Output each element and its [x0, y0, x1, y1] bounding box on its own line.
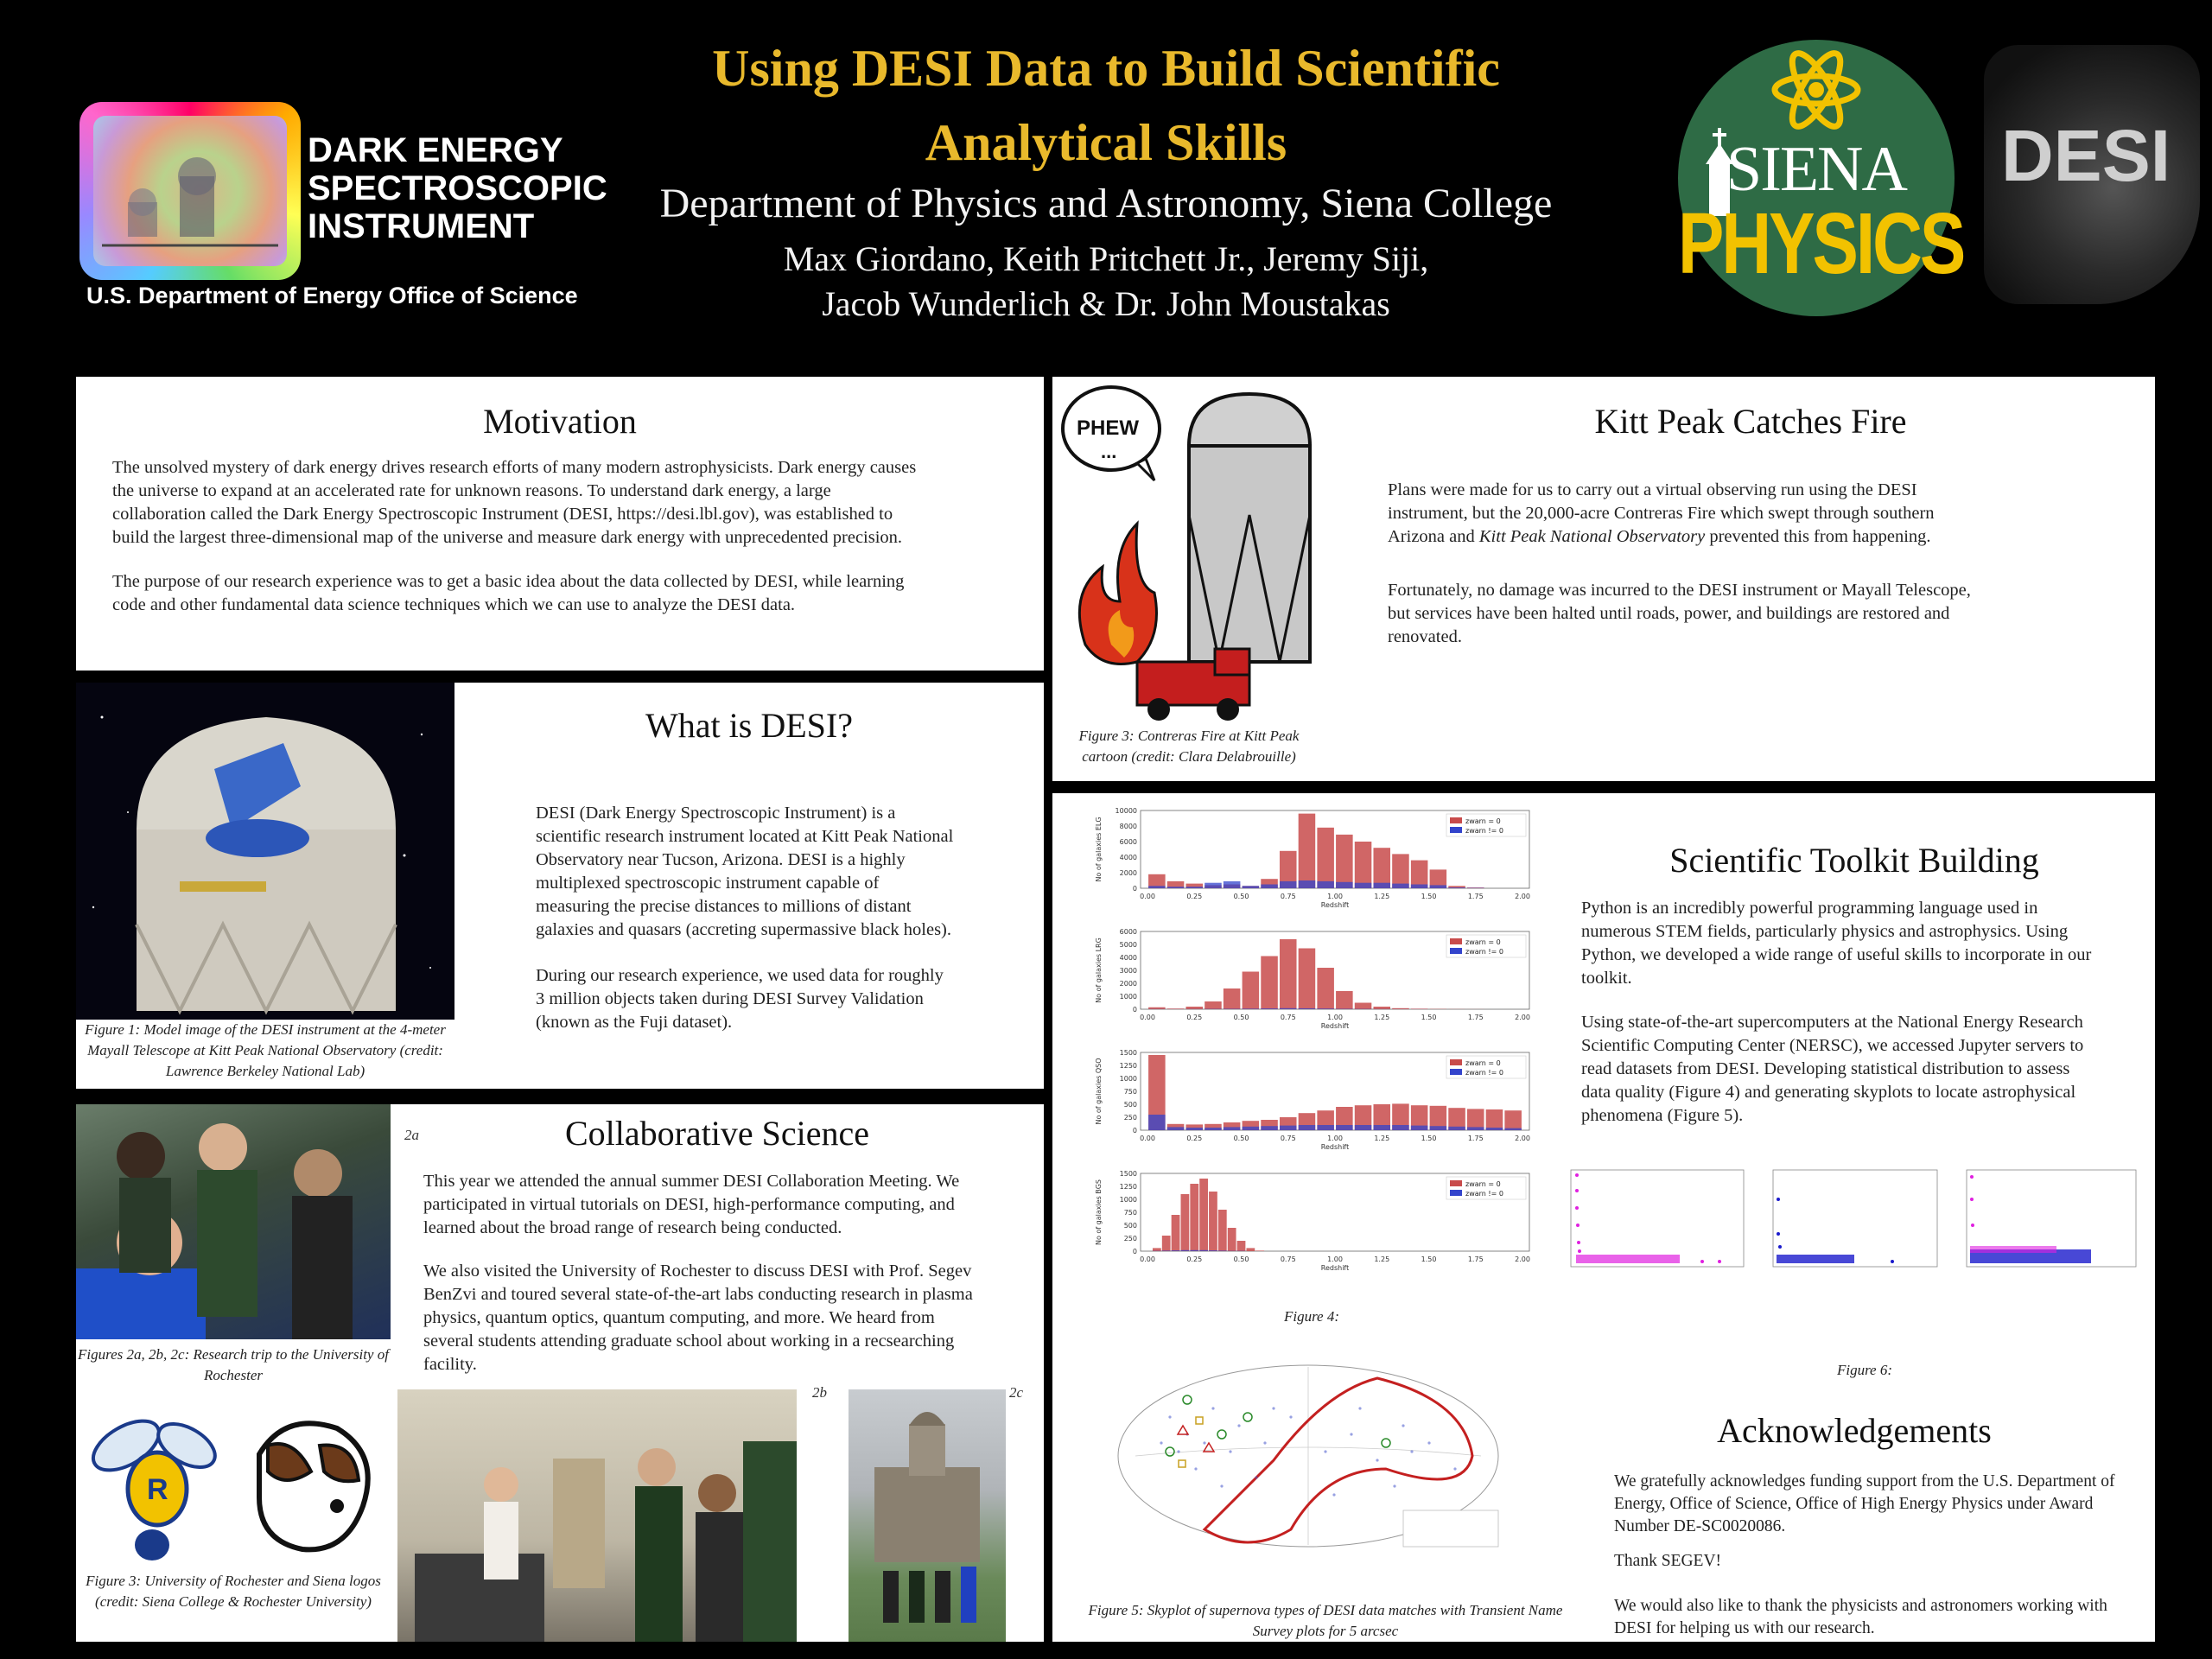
hist-bar — [1167, 887, 1185, 888]
x-tick-label: 1.75 — [1467, 1255, 1484, 1263]
hist-bar — [1162, 1250, 1171, 1251]
x-axis-label: Redshift — [1320, 1143, 1350, 1151]
legend-swatch — [1450, 938, 1462, 944]
kitt-peak-heading: Kitt Peak Catches Fire — [1594, 402, 1907, 441]
hist-bar — [1209, 1250, 1217, 1251]
hist-bar — [1467, 1127, 1484, 1130]
y-tick-label: 4000 — [1119, 854, 1137, 861]
hist-bar — [1411, 861, 1428, 888]
legend-swatch — [1450, 1180, 1462, 1186]
hist-bar — [1205, 883, 1222, 888]
hist-bar — [1373, 1125, 1390, 1130]
doe-office: U.S. Department of Energy Office of Science — [86, 283, 578, 308]
lab-photo — [397, 1389, 797, 1642]
collaborative-science-heading: Collaborative Science — [564, 1114, 870, 1153]
hist-bar — [1448, 887, 1465, 888]
desi-wordmark: DESI — [2001, 115, 2171, 196]
hist-bar — [1504, 1110, 1522, 1130]
hist-bar — [1153, 1248, 1161, 1251]
legend-label: zwarn = 0 — [1465, 817, 1501, 825]
y-tick-label: 6000 — [1119, 928, 1137, 936]
hist-bar — [1243, 972, 1260, 1010]
y-tick-label: 1500 — [1119, 1170, 1137, 1178]
hist-bar — [1224, 988, 1241, 1009]
figure-2-caption: Figures 2a, 2b, 2c: Research trip to the University of Rochester — [78, 1346, 389, 1383]
legend-swatch — [1450, 1190, 1462, 1196]
x-tick-label: 0.75 — [1280, 1255, 1296, 1263]
x-tick-label: 2.00 — [1515, 1135, 1530, 1142]
svg-text:R: R — [147, 1473, 168, 1506]
x-tick-label: 0.00 — [1140, 1255, 1155, 1263]
x-axis-label: Redshift — [1320, 901, 1350, 909]
dome-illustration — [76, 683, 454, 1020]
legend-swatch — [1450, 948, 1462, 954]
x-tick-label: 0.75 — [1280, 1014, 1296, 1021]
hist-bar — [1317, 828, 1334, 888]
hist-bar — [1486, 1128, 1503, 1130]
hist-bar — [1209, 1192, 1217, 1251]
y-tick-label: 0 — [1132, 885, 1137, 893]
what-is-desi-panel — [76, 683, 1044, 1089]
tag-2c: 2c — [1009, 1384, 1024, 1401]
motivation-para-1: The unsolved mystery of dark energy drives research efforts of many modern astrophysicists. Dark energy causes the universe to expand at an accelerated rate for unknown reasons. To understand dark energy, a large collaboration called the Dark Energy Spectroscopic Instrument (DESI, https://desi.lbl.gov), was established to build the largest three-dimensional map of the universe and measure dark energy with unprecedented precision. — [112, 458, 917, 547]
y-tick-label: 4000 — [1119, 954, 1137, 962]
hist-bar — [1355, 842, 1372, 888]
hist-bar — [1181, 1194, 1190, 1251]
y-tick-label: 1000 — [1119, 1196, 1137, 1204]
doe-logo-line-3: INSTRUMENT — [308, 207, 535, 245]
x-tick-label: 0.25 — [1186, 893, 1203, 900]
hist-bar — [1185, 887, 1203, 888]
siena-wordmark: SIENA — [1726, 134, 1906, 205]
x-axis-label: Redshift — [1320, 1264, 1350, 1272]
doe-logo-line-2: SPECTROSCOPIC — [308, 169, 607, 207]
hist-bar — [1392, 884, 1409, 888]
figure-3-caption-fire: Figure 3: Contreras Fire at Kitt Peak cartoon (credit: Clara Delabrouille) — [1078, 728, 1300, 765]
hist-bar — [1355, 1003, 1372, 1010]
toolkit-para-1: Python is an incredibly powerful programming language used in numerous STEM fields, particularly physics and astrophysics. Using Python, we developed a wide range of useful skills to incorporate in our toolkit. — [1581, 899, 2092, 988]
figure-2a-photo — [76, 1104, 391, 1339]
hist-bar — [1148, 1115, 1166, 1130]
y-tick-label: 250 — [1123, 1235, 1137, 1243]
histogram-panel-1 — [1095, 807, 1530, 909]
x-tick-label: 1.00 — [1327, 1255, 1343, 1263]
hist-bar — [1280, 1008, 1297, 1009]
y-axis-label: No of galaxies BGS — [1095, 1179, 1103, 1245]
desi-dome-image — [76, 683, 454, 1020]
bubble-text: PHEW — [1077, 416, 1139, 440]
siena-physics-logo — [1678, 40, 1964, 316]
figure-4-caption: Figure 4: — [1283, 1308, 1340, 1325]
hist-bar — [1185, 1128, 1203, 1130]
hist-bar — [1243, 1127, 1260, 1130]
histogram-panel-4 — [1095, 1170, 1530, 1272]
rush-rhees-library-photo — [849, 1389, 1006, 1642]
x-tick-label: 0.75 — [1280, 893, 1296, 900]
hist-bar — [1355, 1125, 1372, 1130]
legend-label: zwarn != 0 — [1465, 1190, 1503, 1198]
siena-mascot-logo — [233, 1402, 380, 1567]
scatter-svg — [1547, 1165, 2143, 1277]
kitt-peak-para-2: Fortunately, no damage was incurred to the DESI instrument or Mayall Telescope, but services have been halted until roads, power, and buildings are restored and renovated. — [1388, 581, 1971, 646]
x-tick-label: 0.00 — [1140, 893, 1155, 900]
x-tick-label: 1.75 — [1467, 893, 1484, 900]
hist-bar — [1467, 1109, 1484, 1130]
hist-bar — [1392, 1008, 1409, 1009]
y-axis-label: No of galaxies LRG — [1095, 938, 1103, 1003]
y-tick-label: 750 — [1123, 1209, 1137, 1217]
hist-bar — [1299, 880, 1316, 888]
rochester-logo — [83, 1402, 221, 1567]
y-tick-label: 1500 — [1119, 1049, 1137, 1057]
hist-bar — [1167, 1008, 1185, 1009]
skyplot-svg — [1101, 1357, 1516, 1555]
x-tick-label: 0.25 — [1186, 1135, 1203, 1142]
y-axis-label: No of galaxies ELG — [1095, 817, 1103, 882]
hist-bar — [1317, 968, 1334, 1009]
collab-para-1: This year we attended the annual summer DESI Collaboration Meeting. We participated in virtual tutorials on DESI, high-performance computing, and learned about the broad range of research being conducted. — [423, 1172, 960, 1237]
figure-5-skyplot — [1101, 1357, 1516, 1555]
ack-para-2: Thank SEGEV! — [1614, 1552, 1722, 1570]
hist-bar — [1218, 1210, 1227, 1251]
x-tick-label: 1.50 — [1421, 1255, 1437, 1263]
hist-bar — [1148, 1007, 1166, 1009]
hist-bar — [1246, 1248, 1255, 1251]
saint-bernard-icon — [233, 1402, 380, 1567]
legend-label: zwarn != 0 — [1465, 1069, 1503, 1077]
x-tick-label: 1.50 — [1421, 893, 1437, 900]
hist-bar — [1430, 1126, 1447, 1130]
hist-bar — [1448, 1127, 1465, 1130]
hist-bar — [1430, 885, 1447, 888]
poster-title — [588, 31, 1624, 180]
y-tick-label: 1000 — [1119, 1075, 1137, 1083]
legend-swatch — [1450, 1069, 1462, 1075]
tag-2b: 2b — [812, 1384, 827, 1401]
hist-bar — [1317, 1125, 1334, 1130]
y-tick-label: 500 — [1123, 1101, 1137, 1109]
figure-1-caption: Figure 1: Model image of the DESI instrument at the 4-meter Mayall Telescope at Kitt Peak National Observatory (credit: Lawrence Berkeley National Lab) — [85, 1021, 446, 1079]
scatter-panel-3 — [1967, 1170, 2136, 1267]
hist-bar — [1299, 949, 1316, 1010]
hist-bar — [1261, 885, 1278, 889]
doe-logo-line-1: DARK ENERGY — [308, 131, 563, 169]
acknowledgements-heading: Acknowledgements — [1717, 1411, 1992, 1450]
hist-bar — [1261, 1126, 1278, 1130]
x-tick-label: 1.25 — [1374, 893, 1390, 900]
hist-bar — [1355, 883, 1372, 888]
y-tick-label: 1250 — [1119, 1183, 1137, 1191]
hist-bar — [1411, 1126, 1428, 1130]
department: Department of Physics and Astronomy, Siena College — [659, 181, 1553, 226]
hist-bar — [1392, 854, 1409, 888]
x-tick-label: 1.00 — [1327, 1014, 1343, 1021]
x-tick-label: 1.25 — [1374, 1014, 1390, 1021]
y-tick-label: 500 — [1123, 1222, 1137, 1230]
hist-bar — [1392, 1125, 1409, 1130]
y-tick-label: 250 — [1123, 1114, 1137, 1122]
hist-bar — [1148, 886, 1166, 888]
hist-bar — [1299, 1125, 1316, 1130]
figure-4-histograms — [1092, 804, 1552, 1287]
hist-bar — [1243, 886, 1260, 888]
collaborative-science-panel — [76, 1104, 1044, 1642]
hist-bar — [1336, 882, 1353, 888]
desi-logo — [1984, 45, 2200, 304]
x-tick-label: 0.50 — [1233, 893, 1249, 900]
what-is-desi-para-2: During our research experience, we used data for roughly 3 million objects taken during DESI Survey Validation (known as the Fuji dataset). — [536, 966, 944, 1032]
hist-bar — [1224, 881, 1241, 888]
hist-bar — [1336, 835, 1353, 888]
x-tick-label: 2.00 — [1515, 1255, 1530, 1263]
y-axis-label: No of galaxies QSO — [1095, 1058, 1103, 1125]
hist-bar — [1261, 957, 1278, 1010]
y-tick-label: 3000 — [1119, 967, 1137, 975]
kitt-peak-para-1 — [1388, 479, 2148, 549]
histogram-svg — [1092, 804, 1552, 1287]
y-tick-label: 750 — [1123, 1088, 1137, 1096]
y-tick-label: 1000 — [1119, 993, 1137, 1001]
x-tick-label: 1.50 — [1421, 1014, 1437, 1021]
hist-bar — [1411, 885, 1428, 889]
y-tick-label: 2000 — [1119, 980, 1137, 988]
figure-3-caption-logos: Figure 3: University of Rochester and Siena logos (credit: Siena College & Rochester University) — [86, 1573, 381, 1610]
x-tick-label: 0.25 — [1186, 1255, 1203, 1263]
kitt-peak-para-1b: prevented this from happening. — [1705, 527, 1931, 546]
hist-bar — [1237, 1241, 1246, 1251]
x-tick-label: 2.00 — [1515, 1014, 1530, 1021]
hist-bar — [1336, 991, 1353, 1009]
x-tick-label: 0.50 — [1233, 1014, 1249, 1021]
x-tick-label: 1.00 — [1327, 893, 1343, 900]
what-is-desi-para-1: DESI (Dark Energy Spectroscopic Instrument) is a scientific research instrument located at Kitt Peak National Observatory near Tucson, Arizona. DESI is a highly multiplexed spectroscopic instrument capable of measuring the precise distances to millions of distant galaxies and quasars (accreting supermassive black holes). — [536, 804, 954, 939]
tag-2a: 2a — [404, 1127, 419, 1143]
hist-bar — [1181, 1250, 1190, 1251]
kitt-peak-panel — [1052, 377, 2155, 781]
x-tick-label: 0.00 — [1140, 1014, 1155, 1021]
desi-doe-logo — [79, 102, 301, 280]
ack-para-1: We gratefully acknowledges funding support from the U.S. Department of Energy, Office of Science, Office of High Energy Physics under Award Number DE-SC0020086. — [1614, 1472, 2115, 1535]
hist-bar — [1185, 1007, 1203, 1009]
x-tick-label: 1.25 — [1374, 1135, 1390, 1142]
title-line-2: Analytical Skills — [925, 114, 1287, 171]
authors-line-2: Jacob Wunderlich & Dr. John Moustakas — [822, 284, 1390, 323]
what-is-desi-heading: What is DESI? — [645, 706, 853, 745]
hist-bar — [1280, 881, 1297, 888]
hist-bar — [1167, 1127, 1185, 1130]
hist-bar — [1317, 1008, 1334, 1009]
y-tick-label: 2000 — [1119, 869, 1137, 877]
hist-bar — [1299, 1008, 1316, 1009]
toolkit-panel — [1052, 793, 2155, 1642]
group-photo — [76, 1104, 391, 1339]
legend-label: zwarn != 0 — [1465, 948, 1503, 956]
hist-bar — [1411, 1008, 1428, 1009]
figure-6-scatterplots — [1547, 1165, 2143, 1277]
title-line-1: Using DESI Data to Build Scientific — [712, 40, 1500, 97]
hist-bar — [1373, 1007, 1390, 1009]
x-axis-label: Redshift — [1320, 1022, 1350, 1030]
figure-2c-photo — [849, 1389, 1006, 1642]
toolkit-heading: Scientific Toolkit Building — [1669, 841, 2039, 880]
observatory-icon — [93, 116, 287, 266]
hist-bar — [1261, 1008, 1278, 1009]
hist-bar — [1162, 1236, 1171, 1251]
hist-bar — [1299, 814, 1316, 888]
x-tick-label: 0.50 — [1233, 1135, 1249, 1142]
authors-line-1: Max Giordano, Keith Pritchett Jr., Jeremy Siji, — [783, 239, 1429, 278]
x-tick-label: 1.75 — [1467, 1135, 1484, 1142]
hist-bar — [1336, 1125, 1353, 1130]
hist-bar — [1280, 1126, 1297, 1130]
y-tick-label: 1250 — [1119, 1062, 1137, 1070]
x-tick-label: 1.25 — [1374, 1255, 1390, 1263]
hist-bar — [1205, 1128, 1222, 1130]
hist-bar — [1243, 1008, 1260, 1009]
legend-label: zwarn != 0 — [1465, 827, 1503, 835]
x-tick-label: 2.00 — [1515, 893, 1530, 900]
yellowjacket-icon — [83, 1402, 221, 1567]
physics-wordmark: PHYSICS — [1678, 194, 1964, 291]
hist-bar — [1504, 1128, 1522, 1130]
hist-bar — [1199, 1179, 1208, 1251]
y-tick-label: 10000 — [1115, 807, 1137, 815]
x-tick-label: 1.50 — [1421, 1135, 1437, 1142]
y-tick-label: 6000 — [1119, 838, 1137, 846]
histogram-panel-2 — [1095, 928, 1530, 1030]
motivation-heading: Motivation — [483, 402, 637, 441]
histogram-panel-3 — [1095, 1049, 1530, 1151]
hist-bar — [1486, 1109, 1503, 1130]
scatter-panel-2 — [1773, 1170, 1937, 1267]
kitt-peak-cartoon — [1059, 377, 1353, 722]
y-tick-label: 0 — [1132, 1248, 1137, 1255]
hist-bar — [1199, 1250, 1208, 1251]
y-tick-label: 8000 — [1119, 823, 1137, 830]
hist-bar — [1172, 1215, 1180, 1251]
hist-bar — [1224, 1127, 1241, 1130]
x-tick-label: 1.00 — [1327, 1135, 1343, 1142]
hist-bar — [1205, 1001, 1222, 1009]
figure-6-caption: Figure 6: — [1836, 1362, 1893, 1378]
legend-swatch — [1450, 1059, 1462, 1065]
legend-label: zwarn = 0 — [1465, 938, 1501, 946]
y-tick-label: 0 — [1132, 1127, 1137, 1135]
hist-bar — [1172, 1250, 1180, 1251]
motivation-panel — [76, 377, 1044, 671]
hist-bar — [1373, 848, 1390, 888]
hist-bar — [1190, 1250, 1198, 1251]
hist-bar — [1190, 1184, 1198, 1251]
hist-bar — [1255, 1250, 1264, 1251]
hist-bar — [1373, 883, 1390, 888]
collab-para-2: We also visited the University of Rochester to discuss DESI with Prof. Segev BenZvi and toured several state-of-the-art labs conducting research in plasma physics, quantum optics, quantum computing, and more. We heard from several students attending graduate school about working in a recsearching facility. — [423, 1262, 973, 1374]
x-tick-label: 1.75 — [1467, 1014, 1484, 1021]
kitt-peak-para-1a: Plans were made for us to carry out a virtual observing run using the DESI instrument, but the 20,000-acre Contreras Fire which swept through southern Arizona and — [1388, 480, 1935, 546]
logo-art — [93, 116, 287, 266]
x-tick-label: 0.25 — [1186, 1014, 1203, 1021]
y-tick-label: 0 — [1132, 1006, 1137, 1014]
x-tick-label: 0.75 — [1280, 1135, 1296, 1142]
kitt-peak-para-1-italic: Kitt Peak National Observatory — [1478, 527, 1706, 546]
legend-swatch — [1450, 817, 1462, 823]
figure-2b-photo — [397, 1389, 797, 1642]
hist-bar — [1228, 1228, 1236, 1251]
legend-label: zwarn = 0 — [1465, 1180, 1501, 1188]
hist-bar — [1280, 939, 1297, 1009]
toolkit-para-2: Using state-of-the-art supercomputers at the National Energy Research Scientific Computing Center (NERSC), we accessed Jupyter servers to read datasets from DESI. Developing statistical distribution to assess data quality (Figure 4) and generating skyplots to locate astrophysical phenomena (Figure 5). — [1581, 1013, 2084, 1125]
ack-para-3: We would also like to thank the physicists and astronomers working with DESI for helping us with our research. — [1614, 1597, 2107, 1637]
motivation-para-2: The purpose of our research experience was to get a basic idea about the data collected by DESI, while learning code and other fundamental data science techniques which we can use to analyze the DESI data. — [112, 572, 905, 614]
legend-label: zwarn = 0 — [1465, 1059, 1501, 1067]
atom-icon — [1771, 50, 1861, 130]
figure-5-caption: Figure 5: Skyplot of supernova types of DESI data matches with Transient Name Survey plots for 5 arcsec — [1088, 1602, 1563, 1639]
x-tick-label: 0.00 — [1140, 1135, 1155, 1142]
y-tick-label: 5000 — [1119, 941, 1137, 949]
hist-bar — [1317, 881, 1334, 888]
scatter-panel-1 — [1571, 1170, 1744, 1267]
hist-bar — [1218, 1250, 1227, 1251]
x-tick-label: 0.50 — [1233, 1255, 1249, 1263]
legend-swatch — [1450, 827, 1462, 833]
bubble-dots: ... — [1101, 441, 1117, 462]
